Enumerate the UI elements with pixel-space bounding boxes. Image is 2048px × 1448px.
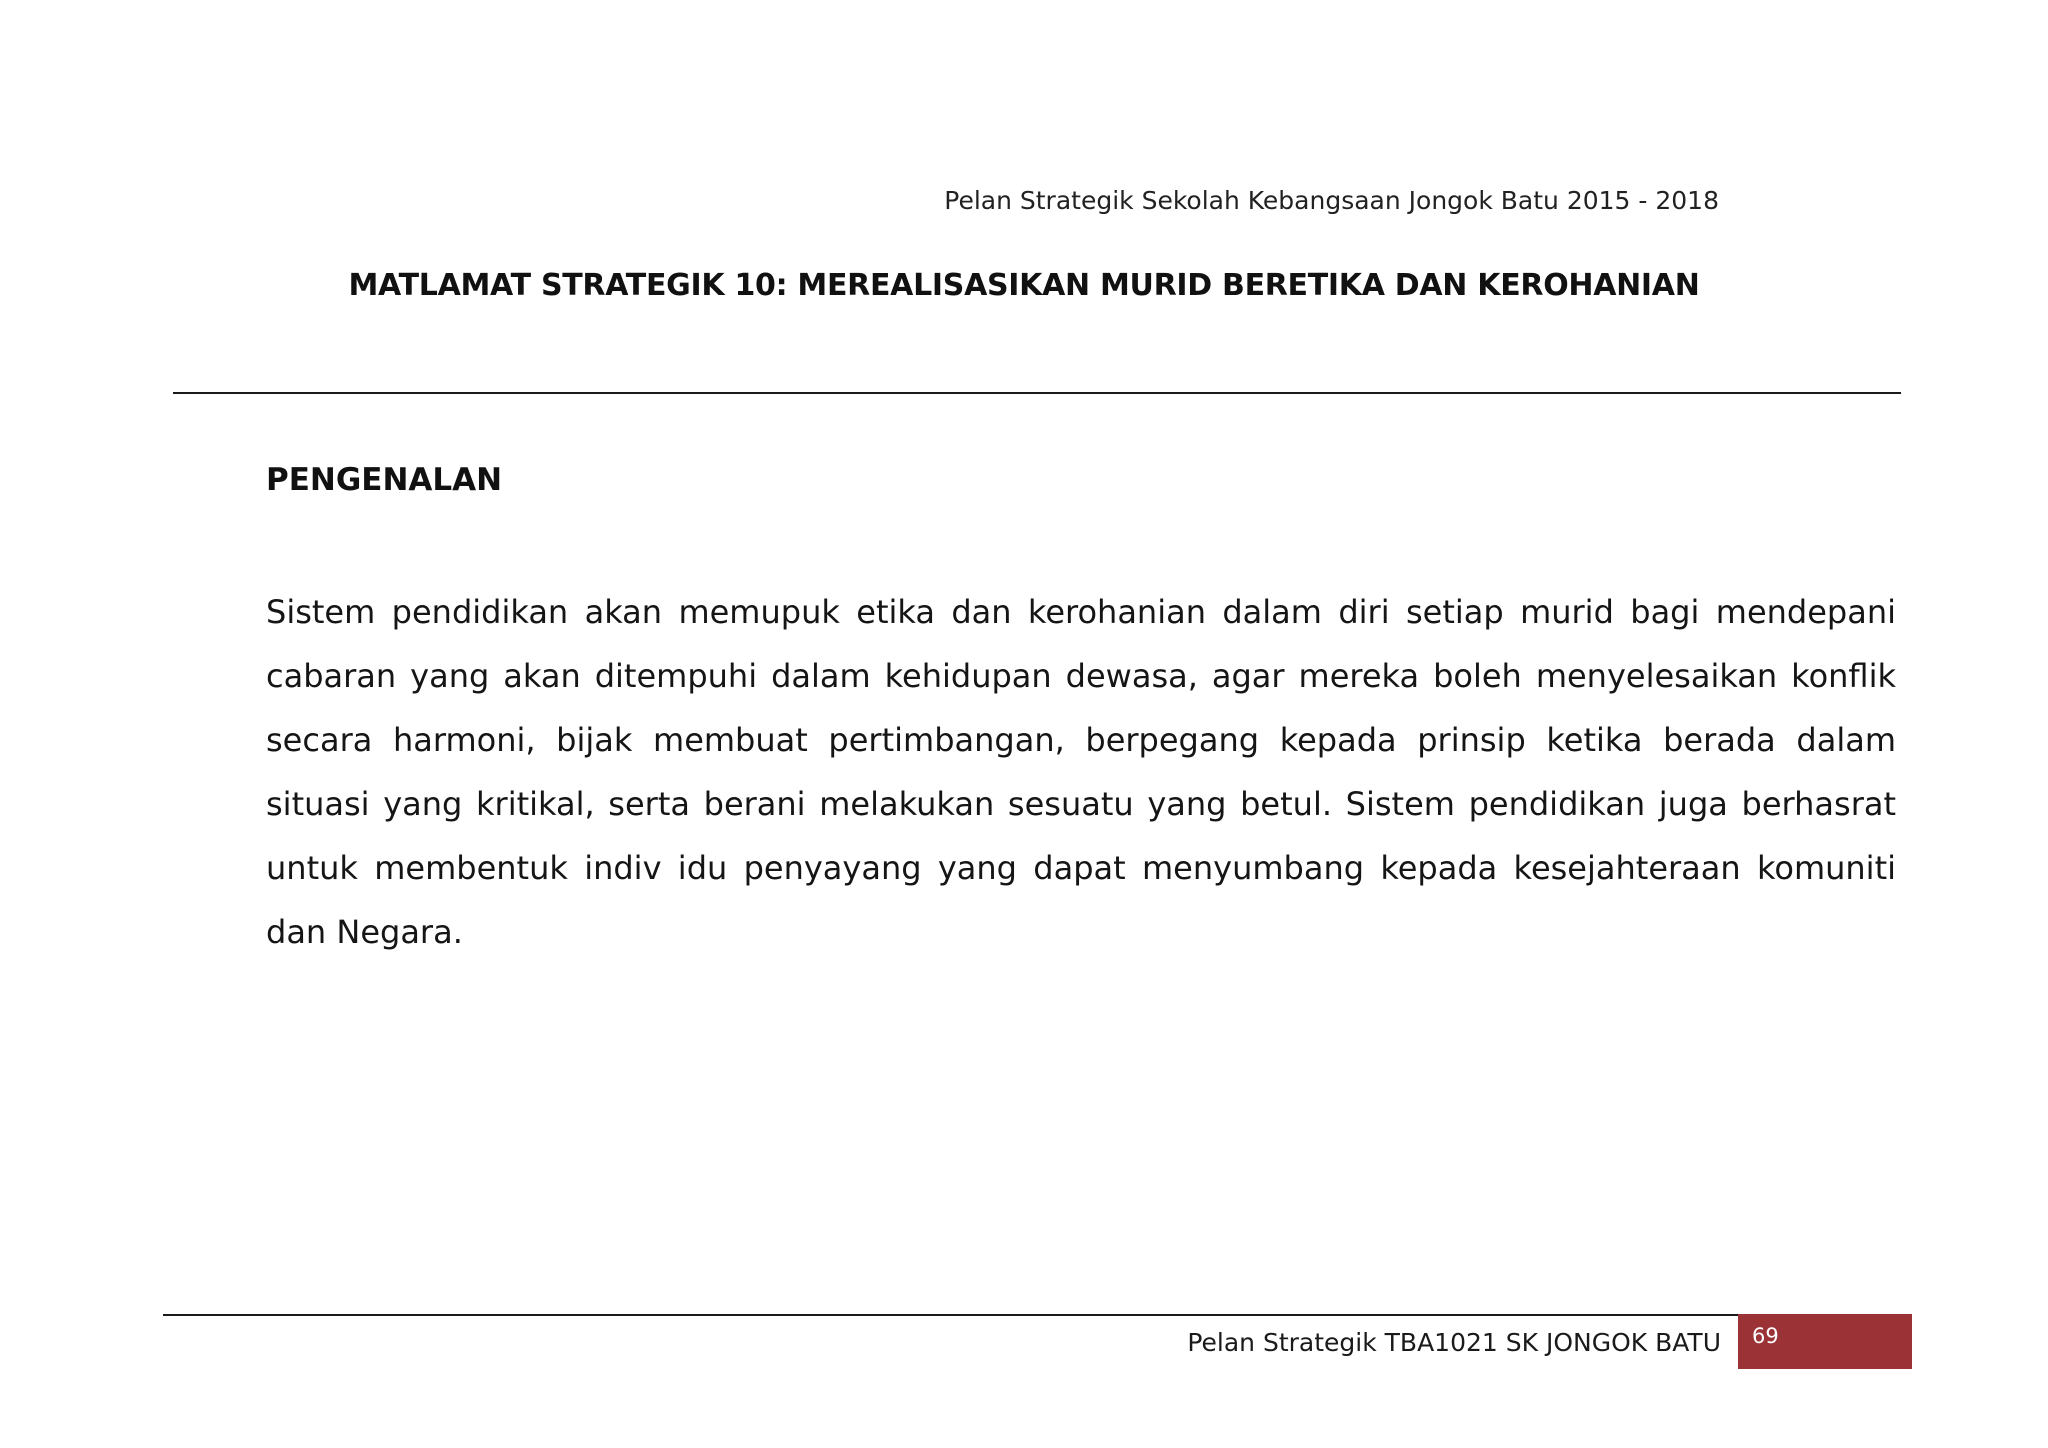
page-title: MATLAMAT STRATEGIK 10: MEREALISASIKAN MURID BERETIKA DAN KEROHANIAN xyxy=(348,268,1700,303)
running-header: Pelan Strategik Sekolah Kebangsaan Jongok Batu 2015 - 2018 xyxy=(944,186,1719,215)
footer-divider xyxy=(163,1314,1911,1316)
title-divider xyxy=(173,392,1901,394)
page-number: 69 xyxy=(1752,1324,1779,1348)
page-number-box xyxy=(1738,1314,1912,1369)
section-heading: PENGENALAN xyxy=(266,462,503,498)
footer-text: Pelan Strategik TBA1021 SK JONGOK BATU xyxy=(1187,1328,1721,1357)
body-paragraph: Sistem pendidikan akan memupuk etika dan kerohanian dalam diri setiap murid bagi mendepani cabaran yang akan ditempuhi dalam kehidupan dewasa, agar mereka boleh menyelesaikan konflik secara harmoni, bijak membuat pertimbangan, berpegang kepada prinsip ketika berada dalam situasi yang kritikal, serta berani melakukan sesuatu yang betul. Sistem pendidikan juga berhasrat untuk membentuk indiv idu penyayang yang dapat menyumbang kepada kesejahteraan komuniti dan Negara. xyxy=(266,593,1896,951)
